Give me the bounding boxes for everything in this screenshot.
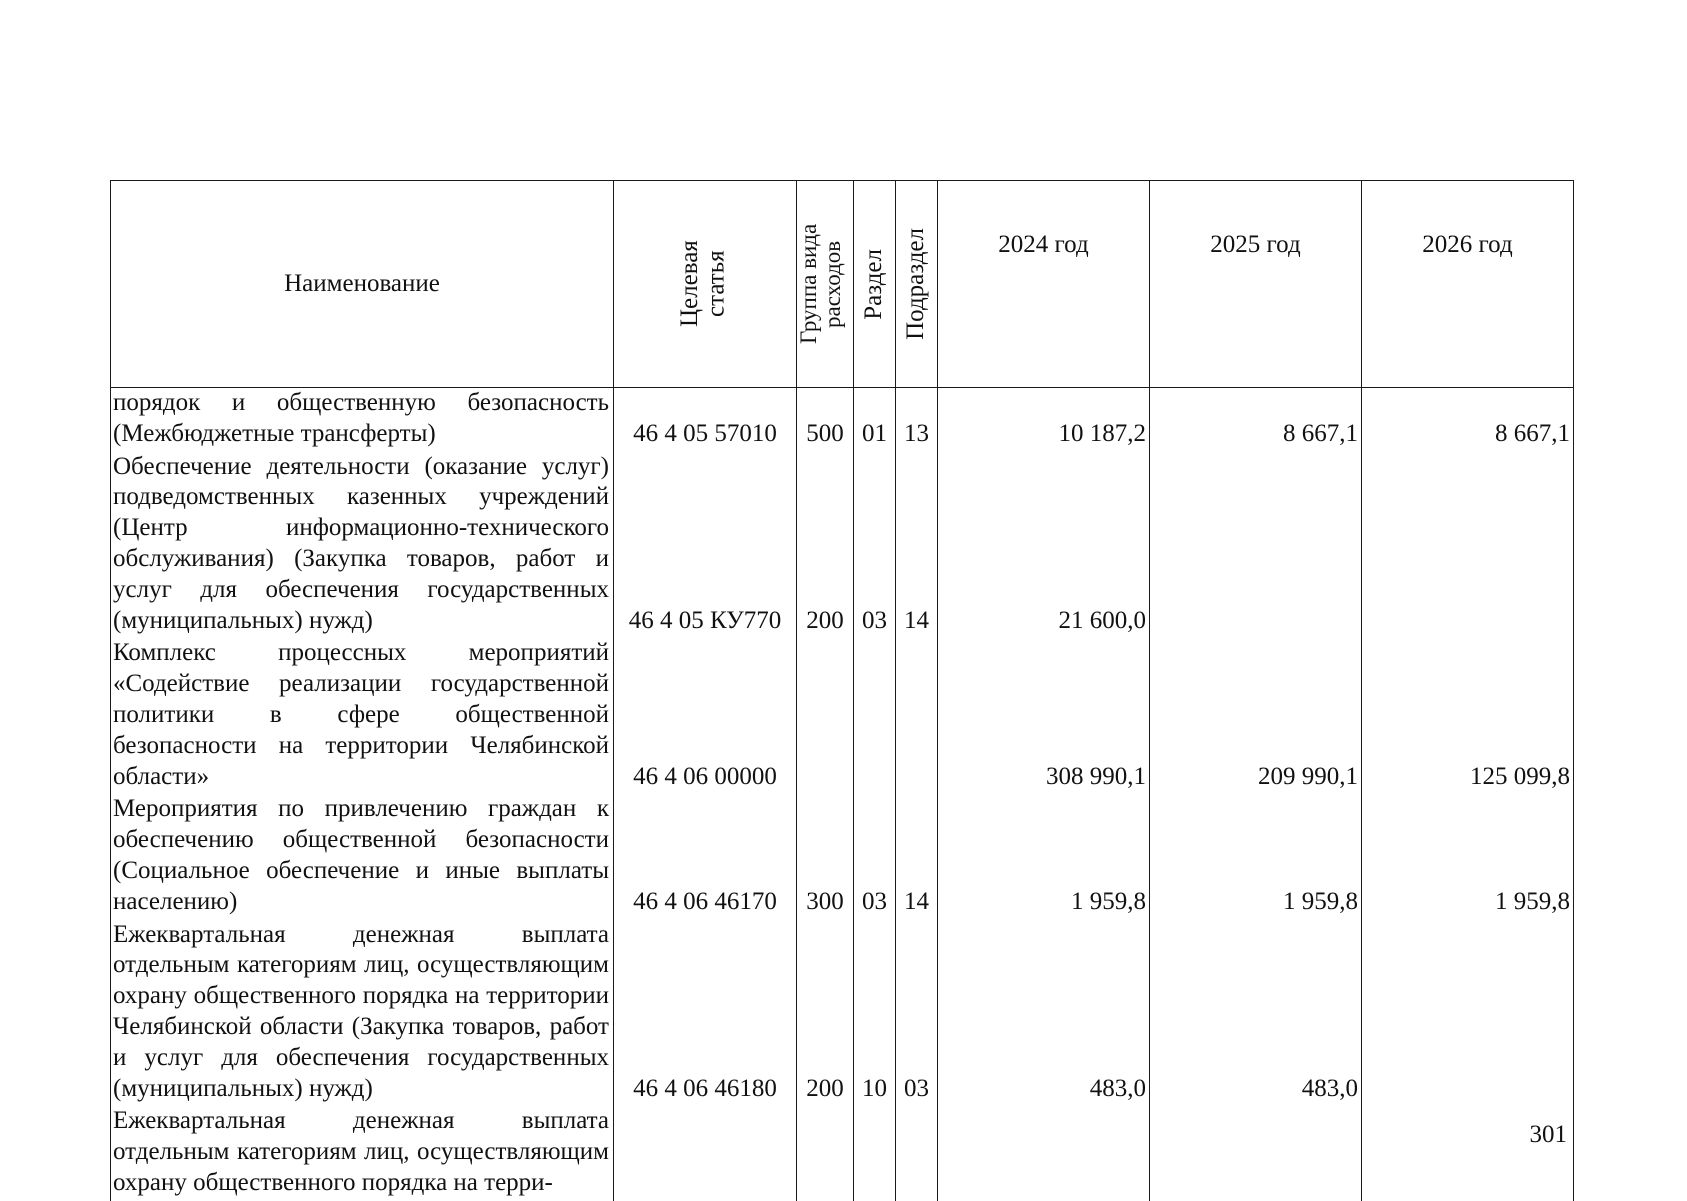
row-2024: 10 187,2 — [938, 388, 1150, 452]
header-target-label: Целевая статья — [676, 240, 730, 328]
header-name-label: Наименование — [284, 270, 440, 297]
row-2026: 125 099,8 — [1362, 638, 1574, 794]
row-2026 — [1362, 452, 1574, 639]
row-section — [854, 1106, 896, 1201]
table-row — [111, 452, 1574, 639]
table-row — [111, 1106, 1574, 1201]
row-group — [797, 638, 854, 794]
table-row — [111, 920, 1574, 1107]
row-group: 200 — [797, 920, 854, 1107]
row-group: 500 — [797, 388, 854, 452]
row-2024 — [938, 1106, 1150, 1201]
header-2026 — [1362, 181, 1574, 388]
header-section — [854, 181, 896, 388]
row-2024: 1 959,8 — [938, 794, 1150, 919]
header-row — [111, 181, 1574, 388]
header-2025-label: 2025 год — [1210, 231, 1301, 258]
header-2025 — [1150, 181, 1362, 388]
row-name: Обеспечение деятельности (оказание услуг) подведомственных казенных учреждений (Центр информационно-технического обслуживания) (Закупка товаров, работ и услуг для обеспечения государственных (муниципальных) нужд) — [111, 452, 614, 639]
row-2024: 21 600,0 — [938, 452, 1150, 639]
header-subsection-label: Подраздел — [902, 228, 930, 340]
row-section: 03 — [854, 794, 896, 919]
row-subsection: 14 — [896, 452, 938, 639]
row-group — [797, 1106, 854, 1201]
table-row — [111, 638, 1574, 794]
row-name: Мероприятия по привлечению граждан к обеспечению общественной безопасности (Социальное обеспечение и иные выплаты населению) — [111, 794, 614, 919]
header-target — [614, 181, 797, 388]
header-name — [111, 181, 614, 388]
row-2026: 8 667,1 — [1362, 388, 1574, 452]
row-2025: 483,0 — [1150, 920, 1362, 1107]
row-subsection: 13 — [896, 388, 938, 452]
row-2025: 1 959,8 — [1150, 794, 1362, 919]
budget-table — [110, 180, 1574, 1201]
row-target: 46 4 06 46170 — [614, 794, 797, 919]
row-section: 10 — [854, 920, 896, 1107]
row-name: Комплекс процессных мероприятий «Содействие реализации государственной политики в сфере общественной безопасности на территории Челябинской области» — [111, 638, 614, 794]
table-row — [111, 794, 1574, 919]
header-section-label: Раздел — [860, 248, 888, 320]
row-name: Ежеквартальная денежная выплата отдельным категориям лиц, осуществляющим охрану общественного порядка на территории Челябинской области (Закупка товаров, работ и услуг для обеспечения государственных (муниципальных) нужд) — [111, 920, 614, 1107]
row-2025: 209 990,1 — [1150, 638, 1362, 794]
row-target: 46 4 06 46180 — [614, 920, 797, 1107]
header-group — [797, 181, 854, 388]
row-subsection — [896, 638, 938, 794]
row-target: 46 4 06 00000 — [614, 638, 797, 794]
header-2026-label: 2026 год — [1422, 231, 1513, 258]
row-2025 — [1150, 452, 1362, 639]
row-subsection: 03 — [896, 920, 938, 1107]
row-name: порядок и общественную безопасность (Межбюджетные трансферты) — [111, 388, 614, 452]
row-2024: 308 990,1 — [938, 638, 1150, 794]
row-subsection — [896, 1106, 938, 1201]
row-target: 46 4 05 КУ770 — [614, 452, 797, 639]
row-2024: 483,0 — [938, 920, 1150, 1107]
row-2026 — [1362, 920, 1574, 1107]
row-section — [854, 638, 896, 794]
page-number: 301 — [1529, 1121, 1567, 1148]
row-section: 01 — [854, 388, 896, 452]
row-2026: 1 959,8 — [1362, 794, 1574, 919]
header-2024 — [938, 181, 1150, 388]
row-subsection: 14 — [896, 794, 938, 919]
row-name: Ежеквартальная денежная выплата отдельным категориям лиц, осуществляющим охрану общественного порядка на терри- — [111, 1106, 614, 1201]
table-row — [111, 388, 1574, 452]
row-2025: 8 667,1 — [1150, 388, 1362, 452]
row-group: 200 — [797, 452, 854, 639]
row-target — [614, 1106, 797, 1201]
row-section: 03 — [854, 452, 896, 639]
row-group: 300 — [797, 794, 854, 919]
header-2024-label: 2024 год — [998, 231, 1089, 258]
header-subsection — [896, 181, 938, 388]
row-2025 — [1150, 1106, 1362, 1201]
header-group-label: Группа вида расходов — [796, 223, 846, 345]
row-target: 46 4 05 57010 — [614, 388, 797, 452]
